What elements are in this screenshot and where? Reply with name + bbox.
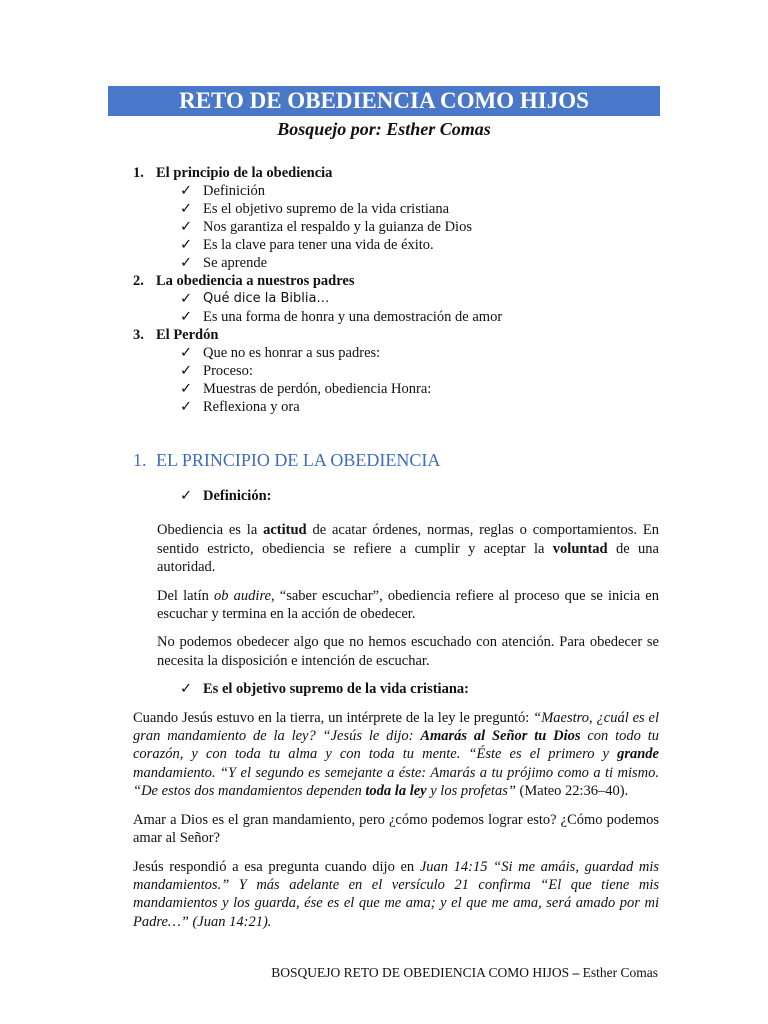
outline-number: 2.: [133, 273, 144, 289]
definicion-heading: [133, 487, 659, 505]
checkmark-icon: ✓: [180, 219, 193, 235]
checkmark-icon: ✓: [180, 255, 193, 271]
checkmark-icon: ✓: [180, 681, 193, 698]
outline-list: [133, 164, 502, 416]
etymology-paragraph: Del latín ob audire, “saber escuchar”, obediencia refiere al proceso que se inicia en escuchar y termina en la acción de obedecer.: [157, 587, 659, 623]
subitem-label: Es una forma de honra y una demostración de amor: [203, 309, 503, 325]
checkmark-icon: ✓: [180, 201, 193, 217]
outline-item: [133, 326, 502, 344]
john-paragraph: Jesús respondió a esa pregunta cuando dijo en Juan 14:15 “Si me amáis, guardad mis mandamientos.” Y más adelante en el versículo 21 confirma “El que tiene mis mandamientos y los guarda, ése es el que me ama; y el que me ama, será amado por mi Padre…” (Juan 14:21).: [133, 858, 660, 930]
outline-subitem: [133, 218, 502, 236]
outline-label: El principio de la obediencia: [156, 165, 333, 181]
checkmark-icon: ✓: [180, 488, 193, 504]
outline-subitem: [133, 362, 502, 380]
outline-subitem: [133, 398, 502, 416]
scripture-paragraph: Cuando Jesús estuvo en la tierra, un intérprete de la ley le preguntó: “Maestro, ¿cuál es el gran mandamiento de la ley? “Jesús le dijo: Amarás al Señor tu Dios con todo tu corazón, y con toda tu alma y con toda tu mente. “Éste es el primero y grande mandamiento. “Y el segundo es semejante a éste: Amarás a tu prójimo como a ti mismo. “De estos dos mandamientos dependen toda la ley y los profetas” (Mateo 22:36–40).: [133, 709, 659, 800]
outline-subitem: [133, 290, 502, 308]
listening-paragraph: No podemos obedecer algo que no hemos escuchado con atención. Para obedecer se necesita la disposición e intención de escuchar.: [157, 634, 659, 669]
subitem-label: Qué dice la Biblia…: [203, 291, 330, 306]
outline-subitem: [133, 344, 502, 362]
outline-item: [133, 164, 502, 182]
subitem-label: Definición: [203, 183, 266, 199]
outline-subitem: [133, 254, 502, 272]
document-subtitle: Bosquejo por: Esther Comas: [277, 119, 491, 139]
checkmark-icon: ✓: [180, 345, 193, 361]
outline-subitem: [133, 200, 502, 218]
outline-subitem: [133, 380, 502, 398]
checkmark-icon: ✓: [180, 183, 193, 199]
outline-subitem: [133, 236, 502, 254]
section-title: EL PRINCIPIO DE LA OBEDIENCIA: [156, 450, 441, 470]
subitem-label: Muestras de perdón, obediencia Honra:: [203, 381, 432, 397]
outline-subitem: [133, 182, 502, 200]
subitem-label: Es la clave para tener una vida de éxito.: [203, 237, 434, 253]
checkmark-icon: ✓: [180, 399, 193, 415]
subitem-label: Que no es honrar a sus padres:: [203, 345, 381, 361]
checkmark-icon: ✓: [180, 237, 193, 253]
subitem-label: Proceso:: [203, 363, 253, 379]
objetivo-heading: [133, 680, 659, 698]
subheading-label: Definición:: [203, 488, 272, 504]
section-number: 1.: [133, 450, 147, 470]
outline-label: La obediencia a nuestros padres: [156, 273, 355, 289]
section-heading: [133, 450, 440, 471]
document-title: RETO DE OBEDIENCIA COMO HIJOS: [108, 86, 660, 116]
subitem-label: Se aprende: [203, 255, 268, 271]
checkmark-icon: ✓: [180, 309, 193, 325]
subheading-label: Es el objetivo supremo de la vida cristiana:: [203, 681, 469, 698]
checkmark-icon: ✓: [180, 381, 193, 397]
checkmark-icon: ✓: [180, 363, 193, 379]
outline-label: El Perdón: [156, 327, 219, 343]
outline-number: 1.: [133, 165, 144, 181]
outline-number: 3.: [133, 327, 144, 343]
subitem-label: Nos garantiza el respaldo y la guianza de Dios: [203, 219, 472, 235]
subitem-label: Es el objetivo supremo de la vida cristiana: [203, 201, 450, 217]
checkmark-icon: ✓: [180, 291, 193, 307]
subitem-label: Reflexiona y ora: [203, 399, 300, 415]
outline-subitem: [133, 308, 502, 326]
page-footer: BOSQUEJO RETO DE OBEDIENCIA COMO HIJOS – Esther Comas: [271, 965, 658, 980]
question-paragraph: Amar a Dios es el gran mandamiento, pero ¿cómo podemos lograr esto? ¿Cómo podemos amar al Señor?: [133, 811, 659, 847]
outline-item: [133, 272, 502, 290]
document-body: [133, 487, 659, 941]
definicion-paragraph: Obediencia es la actitud de acatar órdenes, normas, reglas o comportamientos. En sentido estricto, obediencia se refiere a cumplir y aceptar la voluntad de una autoridad.: [157, 522, 659, 576]
